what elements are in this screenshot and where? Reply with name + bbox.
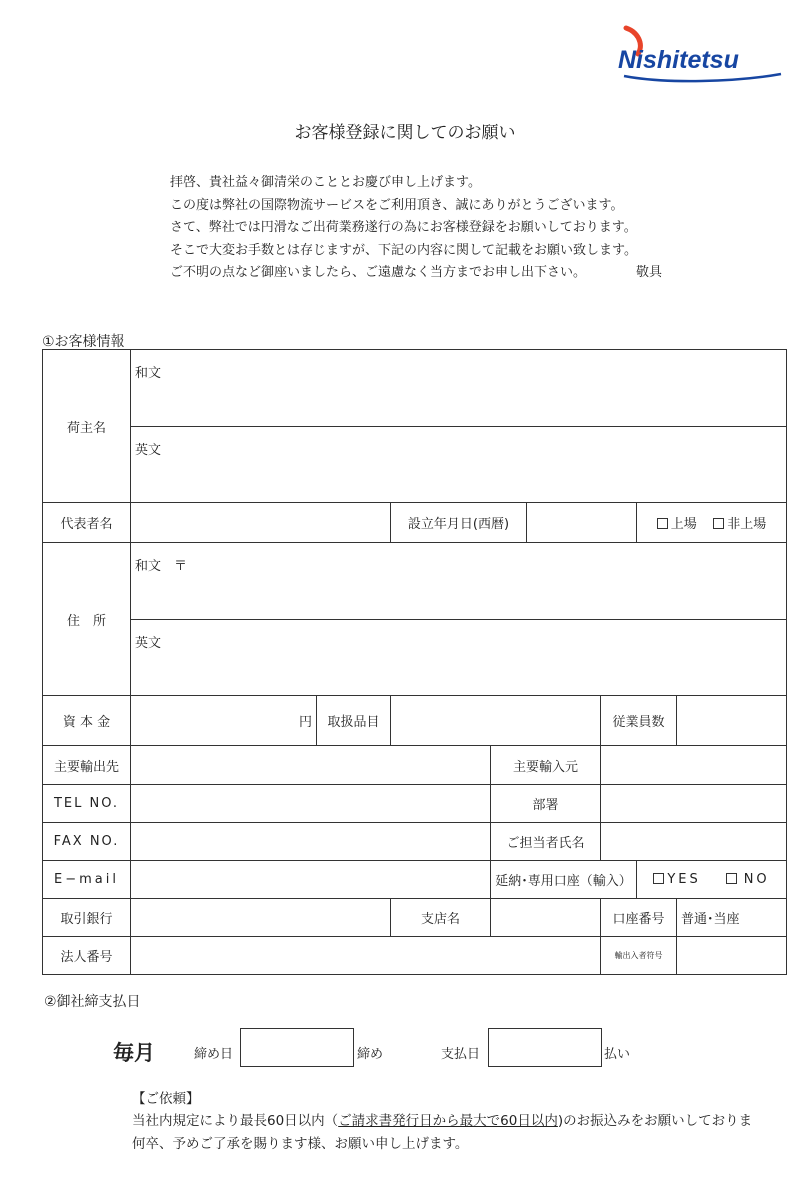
address-en-field[interactable] — [131, 620, 787, 696]
label-capital: 資 本 金 — [43, 696, 131, 746]
label-pay: 払い — [604, 1047, 631, 1062]
nishitetsu-logo — [616, 24, 786, 86]
label-dept: 部署 — [491, 785, 601, 823]
bank-field[interactable] — [131, 899, 391, 937]
label-importer-code: 輸出入者符号 — [601, 937, 677, 975]
shipper-name-jp-field[interactable] — [131, 350, 787, 427]
yes-checkbox[interactable]: YES — [653, 872, 700, 887]
request-heading: 【ご依頼】 — [132, 1091, 200, 1107]
label-bank: 取引銀行 — [43, 899, 131, 937]
label-products: 取扱品目 — [317, 696, 391, 746]
intro-closing: 敬具 — [636, 265, 663, 280]
closing-day-input[interactable] — [240, 1028, 354, 1067]
request-line-1: 当社内規定により最長60日以内（ご請求書発行日から最大で60日以内)のお振込みをお願いしておりま — [132, 1113, 753, 1129]
label-employees: 従業員数 — [601, 696, 677, 746]
export-dest-field[interactable] — [131, 746, 491, 785]
section-payment: ②御社締支払日 — [44, 994, 141, 1010]
yen-unit: 円 — [298, 715, 312, 730]
label-tel: TEL NO. — [43, 785, 131, 823]
representative-field[interactable] — [131, 503, 391, 543]
intro-line: ご不明の点など御座いましたら、ご遠慮なく当方までお申し出下さい。 — [170, 265, 587, 280]
tel-field[interactable] — [131, 785, 491, 823]
intro-line: そこで大変お手数とは存じますが、下記の内容に関して記載をお願い致します。 — [170, 242, 637, 258]
products-field[interactable] — [391, 696, 601, 746]
request-line-2: 何卒、予めご了承を賜ります様、お願い申し上げます。 — [132, 1136, 469, 1152]
label-import-src: 主要輸入元 — [491, 746, 601, 785]
account-type-field[interactable] — [677, 899, 787, 937]
label-export-dest: 主要輸出先 — [43, 746, 131, 785]
unlisted-checkbox[interactable]: 非上場 — [713, 517, 766, 532]
import-src-field[interactable] — [601, 746, 787, 785]
importer-code-field[interactable] — [677, 937, 787, 975]
intro-line: さて、弊社では円滑なご出荷業務遂行の為にお客様登録をお願いしております。 — [170, 220, 637, 235]
established-field[interactable] — [527, 503, 637, 543]
intro-line: この度は弊社の国際物流サービスをご利用頂き、誠にありがとうございます。 — [170, 197, 624, 213]
section-customer-info: ①お客様情報 — [42, 334, 125, 350]
customer-form — [42, 349, 787, 975]
intro-text — [170, 172, 663, 285]
fax-field[interactable] — [131, 823, 491, 861]
label-fax: FAX NO. — [43, 823, 131, 861]
listed-checkbox[interactable]: 上場 — [657, 517, 697, 532]
page-title: お客様登録に関してのお願い — [294, 123, 516, 143]
intro-line: 拝啓、貴社益々御清栄のこととお慶び申し上げます。 — [170, 175, 481, 190]
label-english: 英文 — [135, 636, 162, 651]
deferred-options — [637, 861, 787, 899]
label-contact: ご担当者氏名 — [491, 823, 601, 861]
email-field[interactable] — [131, 861, 491, 899]
label-branch: 支店名 — [391, 899, 491, 937]
label-address: 住 所 — [43, 543, 131, 696]
contact-field[interactable] — [601, 823, 787, 861]
employees-field[interactable] — [677, 696, 787, 746]
logo-text: Nishitetsu — [618, 46, 739, 74]
shipper-name-en-field[interactable] — [131, 427, 787, 503]
label-representative: 代表者名 — [43, 503, 131, 543]
capital-field[interactable] — [131, 696, 317, 746]
address-jp-field[interactable] — [131, 543, 787, 620]
request-emphasis: ご請求書発行日から最大で60日以内 — [338, 1113, 558, 1129]
label-closing: 締め — [357, 1047, 384, 1062]
branch-field[interactable] — [491, 899, 601, 937]
label-account-no: 口座番号 — [601, 899, 677, 937]
label-deferred-account: 延納･専用口座（輸入） — [491, 861, 637, 899]
label-established: 設立年月日(西暦) — [391, 503, 527, 543]
account-type-text: 普通･当座 — [681, 912, 740, 927]
label-pay-day: 支払日 — [441, 1047, 481, 1062]
label-closing-day: 締め日 — [194, 1047, 234, 1062]
listed-options — [637, 503, 787, 543]
label-english: 英文 — [135, 443, 162, 458]
label-corp-no: 法人番号 — [43, 937, 131, 975]
label-email: E−mail — [43, 861, 131, 899]
corp-no-field[interactable] — [131, 937, 601, 975]
dept-field[interactable] — [601, 785, 787, 823]
label-japanese: 和文 — [135, 366, 162, 381]
label-address-jp: 和文 〒 — [135, 559, 188, 574]
label-monthly: 毎月 — [113, 1041, 155, 1065]
no-checkbox[interactable]: NO — [726, 872, 770, 887]
label-shipper-name: 荷主名 — [43, 350, 131, 503]
pay-day-input[interactable] — [488, 1028, 602, 1067]
